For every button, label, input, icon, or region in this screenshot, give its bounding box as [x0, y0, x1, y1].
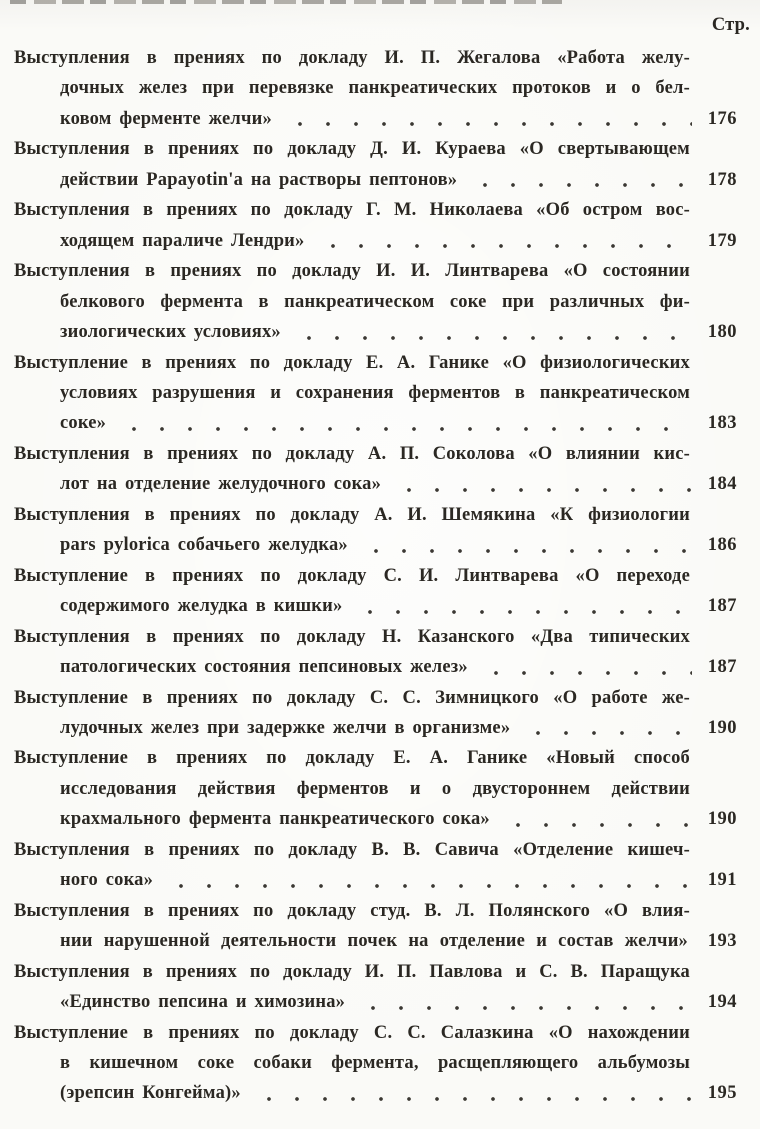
toc-last-line — [14, 104, 737, 134]
toc-line: Выступления в прениях по докладу студ. В. Л. Полянского «О влия- — [14, 900, 690, 921]
toc-line: Выступление в прениях по докладу С. С. Зимницкого «О работе же- — [14, 687, 690, 708]
toc-line-text: pars pylorica собачьего желудка» — [60, 535, 348, 556]
toc-entry — [14, 683, 737, 744]
toc-line: Выступления в прениях по докладу Н. Казанского «Два типических — [14, 626, 690, 647]
toc-line-text: «Единство пепсина и химозина» — [60, 992, 346, 1013]
page-number: 176 — [707, 108, 737, 129]
page-number: 187 — [707, 657, 737, 678]
dot-leader — [356, 530, 692, 560]
toc-line-text: нии нарушенной деятельности почек на отделение и состав желчи» — [60, 931, 688, 952]
page-number: 187 — [707, 596, 737, 617]
toc-last-line — [14, 317, 737, 347]
toc-entry — [14, 561, 737, 622]
toc-entry — [14, 622, 737, 683]
toc-entry — [14, 439, 737, 500]
toc-entry — [14, 256, 737, 347]
dot-leader — [476, 652, 692, 682]
dot-leader — [518, 713, 692, 743]
toc-entry — [14, 195, 737, 256]
toc-entries — [14, 43, 737, 1109]
page-number: 194 — [707, 992, 737, 1013]
toc-last-line — [14, 165, 737, 195]
toc-entry — [14, 500, 737, 561]
cropped-text-remnant — [10, 0, 562, 4]
toc-line: дочных желез при перевязке панкреатических протоков и о бел- — [60, 78, 690, 99]
dot-leader — [249, 1078, 692, 1108]
toc-line-text: лудочных желез при задержке желчи в организме» — [60, 717, 511, 738]
toc-entry — [14, 348, 737, 439]
page-number: 190 — [707, 717, 737, 738]
toc-last-line — [14, 926, 737, 956]
toc-line: Выступление в прениях по докладу Е. А. Ганике «О физиологических — [14, 352, 690, 373]
toc-last-line — [14, 652, 737, 682]
dot-leader — [161, 865, 692, 895]
page-number: 179 — [707, 230, 737, 251]
dot-leader — [498, 804, 692, 834]
page-number: 184 — [707, 474, 737, 495]
toc-line-text: лот на отделение желудочного сока» — [60, 474, 382, 495]
toc-entry — [14, 134, 737, 195]
toc-last-line — [14, 987, 737, 1017]
toc-entry — [14, 957, 737, 1018]
toc-line: Выступления в прениях по докладу И. И. Линтварева «О состоянии — [14, 261, 690, 282]
toc-line: в кишечном соке собаки фермента, расщепляющего альбумозы — [60, 1052, 690, 1073]
toc-line: Выступления в прениях по докладу Д. И. Кураева «О свертывающем — [14, 139, 690, 160]
toc-line: Выступления в прениях по докладу Г. М. Николаева «Об остром вос- — [14, 200, 690, 221]
toc-last-line — [14, 713, 737, 743]
page-number: 180 — [707, 322, 737, 343]
page-column-label: Стр. — [711, 15, 750, 35]
toc-line: Выступление в прениях по докладу С. С. Салазкина «О нахождении — [14, 1022, 690, 1043]
toc-line: Выступления в прениях по докладу А. И. Шемякина «К физиологии — [14, 504, 690, 525]
toc-line: Выступления в прениях по докладу И. П. Жегалова «Работа желу- — [14, 48, 690, 68]
toc-line: Выступления в прениях по докладу И. П. Павлова и С. В. Паращука — [14, 961, 690, 982]
dot-leader — [389, 469, 692, 499]
dot-leader — [350, 591, 692, 621]
toc-line-text: ковом ферменте желчи» — [60, 108, 272, 129]
toc-line: исследования действия ферментов и о двустороннем действии — [60, 778, 690, 799]
page-number: 195 — [707, 1083, 737, 1104]
toc-entry — [14, 1018, 737, 1109]
toc-line: белкового фермента в панкреатическом соке при различных фи- — [60, 291, 690, 312]
toc-entry — [14, 835, 737, 896]
toc-line: Выступление в прениях по докладу Е. А. Ганике «Новый способ — [14, 748, 690, 769]
dot-leader — [280, 104, 692, 134]
page-number: 183 — [707, 413, 737, 434]
toc-line-text: содержимого желудка в кишки» — [60, 596, 343, 617]
toc-entry — [14, 43, 737, 134]
dot-leader — [114, 408, 692, 438]
toc-line-text: соке» — [60, 413, 107, 434]
toc-last-line — [14, 226, 737, 256]
toc-line-text: ходящем параличе Лендри» — [60, 230, 305, 251]
toc-line-text: патологических состояния пепсиновых желез» — [60, 657, 468, 678]
toc-line: Выступления в прениях по докладу В. В. Савича «Отделение кишеч- — [14, 839, 690, 860]
toc-entry — [14, 743, 737, 834]
toc-last-line — [14, 804, 737, 834]
toc-line-text: (эрепсин Конгейма)» — [60, 1083, 241, 1104]
toc-line-text: действии Papayotin'а на растворы пептонов» — [60, 169, 458, 190]
toc-last-line — [14, 408, 737, 438]
toc-line-text: ного сока» — [60, 870, 154, 891]
toc-line: Выступление в прениях по докладу С. И. Линтварева «О переходе — [14, 565, 690, 586]
page-number: 178 — [707, 169, 737, 190]
toc-line-text: зиологических условиях» — [60, 322, 281, 343]
toc-last-line — [14, 1078, 737, 1108]
toc-last-line — [14, 865, 737, 895]
toc-line: Выступления в прениях по докладу А. П. Соколова «О влиянии кис- — [14, 443, 690, 464]
toc-last-line — [14, 530, 737, 560]
toc-line: условиях разрушения и сохранения ферментов в панкреатическом — [60, 382, 690, 403]
page-number: 186 — [707, 535, 737, 556]
toc-last-line — [14, 591, 737, 621]
dot-leader — [313, 226, 693, 256]
page-number: 193 — [707, 931, 737, 952]
dot-leader — [353, 987, 692, 1017]
page-number: 191 — [707, 870, 737, 891]
toc-last-line — [14, 469, 737, 499]
dot-leader — [465, 165, 692, 195]
page-number: 190 — [707, 809, 737, 830]
dot-leader — [289, 317, 692, 347]
dot-leader — [688, 926, 696, 956]
toc-line-text: крахмального фермента панкреатического сока» — [60, 809, 490, 830]
toc-entry — [14, 896, 737, 957]
